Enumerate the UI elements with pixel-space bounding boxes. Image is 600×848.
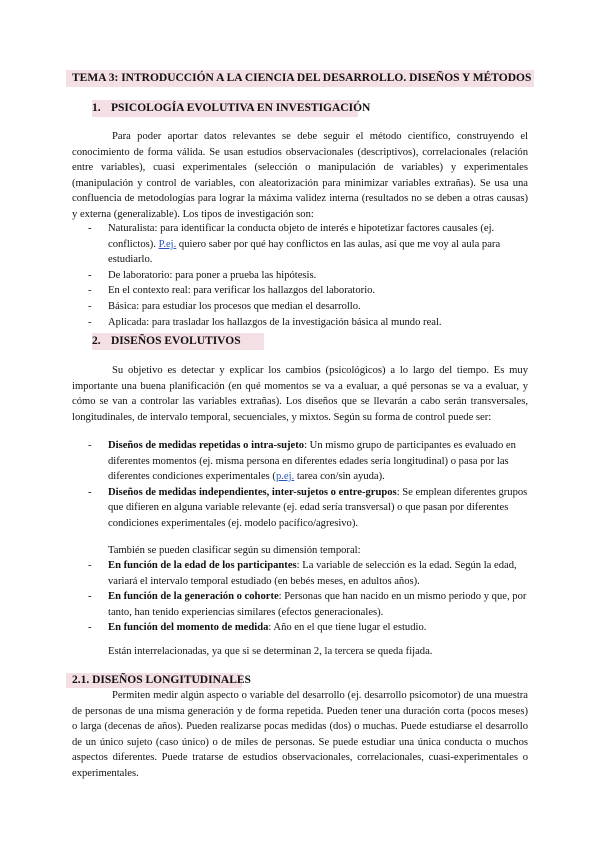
section-1-intro: Para poder aportar datos relevantes se debe seguir el método científico, construyendo el conocimiento de forma válida. Se usan estudios observacionales (descriptivos), correlacionales (relación entre variables), cuasi experimentales (selección o manipulación de variables) y experimentales (manipulación y control de variables, con aleatorización para minimizar variables extrañas). Se usa una confluencia de metodologías para lograr la máxima validez interna (resultados no se deben a otras causas) y externa (generalizable). Los tipos de investigación son: xyxy=(72,131,528,220)
temporal-designs-list xyxy=(88,558,528,636)
list-item: - Básica: para estudiar los procesos que median el desarrollo. xyxy=(88,300,361,312)
list-item: - En el contexto real: para verificar los hallazgos del laboratorio. xyxy=(88,285,376,297)
list-item: - En función de la edad de los participantes: La variable de selección es la edad. Según la edad, variará el intervalo temporal estudiado (en bebés meses, en adultos años). xyxy=(88,560,517,587)
list-item: - En función del momento de medida: Año en el que tiene lugar el estudio. xyxy=(88,622,427,634)
list-item: - Diseños de medidas repetidas o intra-sujeto: Un mismo grupo de participantes es evaluado en diferentes momentos (ej. misma persona en diferentes edades sería longitudinal) o pasa por las diferentes condiciones experimentales (p.ej. tarea con/sin ayuda). xyxy=(88,440,516,483)
section-2-title: DISEÑOS EVOLUTIVOS xyxy=(111,335,241,347)
list-item: - De laboratorio: para poner a prueba las hipótesis. xyxy=(88,269,317,281)
example-link[interactable]: P.ej. xyxy=(158,238,177,250)
list-item: - Aplicada: para trasladar los hallazgos de la investigación básica al mundo real. xyxy=(88,316,442,328)
example-link[interactable]: p.ej. xyxy=(275,471,295,483)
section-2-number: 2. xyxy=(92,335,101,347)
list-item: - En función de la generación o cohorte: Personas que han nacido en un mismo periodo y que, por tanto, han tenido experiencias similares (efectos generacionales). xyxy=(88,591,527,618)
section-2-1-text: Permiten medir algún aspecto o variable del desarrollo (ej. desarrollo psicomotor) de una muestra de personas de una misma generación y de forma repetida. Pueden tener una duración corta (pocos meses) o larga (decenas de años). Pueden realizarse pocas medidas (dos) o muchas. Puede estudiarse el desarrollo de un único sujeto (caso único) o de miles de personas. Se puede estudiar una única conducta o muchos aspectos diferentes. Puede tratarse de estudios observacionales, correlacionales, cuasi-experimentales o experimentales. xyxy=(72,690,528,779)
section-1-title: PSICOLOGÍA EVOLUTIVA EN INVESTIGACIÓN xyxy=(111,102,371,114)
list-item: - Naturalista: para identificar la conducta objeto de interés e hipotetizar factores causales (ej. conflictos). P.ej. quiero saber por qué hay conflictos en las aulas, así que me voy al aula para estudiarlo. xyxy=(88,223,501,266)
temporal-intro: También se pueden clasificar según su dimensión temporal: xyxy=(108,545,361,556)
section-2-1-heading: 2.1. DISEÑOS LONGITUDINALES xyxy=(66,673,242,688)
document-title: TEMA 3: INTRODUCCIÓN A LA CIENCIA DEL DESARROLLO. DISEÑOS Y MÉTODOS xyxy=(66,70,534,87)
list-item: - Diseños de medidas independientes, inter-sujetos o entre-grupos: Se emplean diferentes grupos que difieren en alguna variable relevante (ej. edad sería transversal) o que pasan por diferentes condiciones experimentales (ej. modelo pacífico/agresivo). xyxy=(88,486,528,529)
section-2-heading xyxy=(92,333,264,350)
closing-note: Están interrelacionadas, ya que si se determinan 2, la tercera se queda fijada. xyxy=(108,646,433,657)
section-2-intro: Su objetivo es detectar y explicar los cambios (psicológicos) a lo largo del tiempo. Es muy importante una buena planificación (en qué momentos se va a evaluar, a qué personas se va a evaluar, y cómo se van a controlar las variables extrañas). Los diseños que se llevarán a cabo serán transversales, longitudinales, de intervalo temporal, secuenciales, y mixtos. Según su forma de control puede ser: xyxy=(72,365,528,423)
section-1-heading xyxy=(92,100,371,117)
control-designs-list xyxy=(88,438,528,532)
research-types-list xyxy=(88,221,528,330)
section-1-number: 1. xyxy=(92,102,101,114)
